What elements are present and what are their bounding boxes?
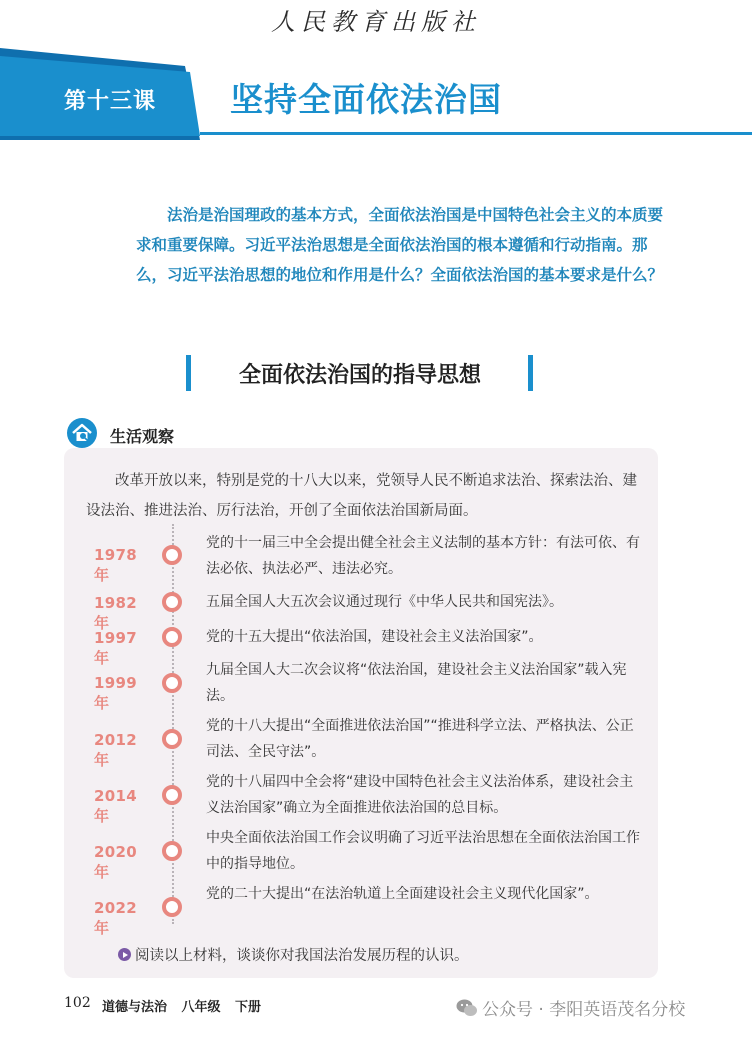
timeline-year: 1999 年 xyxy=(94,674,137,712)
observation-intro: 改革开放以来，特别是党的十八大以来，党领导人民不断追求法治、探索法治、建设法治、推进法治、厉行法治，开创了全面依法治国新局面。 xyxy=(86,473,637,519)
wechat-icon xyxy=(456,998,478,1018)
timeline-event: 党的十八届四中全会将“建设中国特色社会主义法治体系，建设社会主义法治国家”确立为全面推进依法治国的总目标。 xyxy=(206,774,634,816)
timeline-dot xyxy=(162,897,182,917)
timeline-year: 1982 年 xyxy=(94,594,137,632)
timeline-event: 五届全国人大五次会议通过现行《中华人民共和国宪法》。 xyxy=(206,594,563,610)
timeline-dot xyxy=(162,785,182,805)
timeline-year: 1997 年 xyxy=(94,629,137,667)
play-icon xyxy=(118,948,131,961)
book-title: 道德与法治 八年级 下册 xyxy=(102,1000,262,1015)
timeline-dot xyxy=(162,545,182,565)
watermark-text: 公众号 · 李阳英语茂名分校 xyxy=(482,1000,686,1020)
timeline-event: 中央全面依法治国工作会议明确了习近平法治思想在全面依法治国工作中的指导地位。 xyxy=(206,830,640,872)
observation-label: 生活观察 xyxy=(110,427,175,446)
section-bar-right xyxy=(528,355,533,391)
section-bar-left xyxy=(186,355,191,391)
timeline-year: 2014 年 xyxy=(94,787,137,825)
timeline-year: 2020 年 xyxy=(94,843,137,881)
lesson-number: 第十三课 xyxy=(64,89,157,114)
timeline-event: 党的十五大提出“依法治国，建设社会主义法治国家”。 xyxy=(206,629,543,645)
timeline-event: 党的十八大提出“全面推进依法治国”“推进科学立法、严格执法、公正司法、全民守法”。 xyxy=(206,718,634,760)
intro-paragraph: 法治是治国理政的基本方式，全面依法治国是中国特色社会主义的本质要求和重要保障。习近平法治思想是全面依法治国的根本遵循和行动指南。那么，习近平法治思想的地位和作用是什么？全面依法治国的基本要求是什么？ xyxy=(136,206,664,284)
timeline-year: 1978 年 xyxy=(94,546,137,584)
timeline-line xyxy=(172,524,174,924)
timeline-event: 党的二十大提出“在法治轨道上全面建设社会主义现代化国家”。 xyxy=(206,886,599,902)
timeline-dot xyxy=(162,729,182,749)
timeline-dot xyxy=(162,841,182,861)
lesson-title: 坚持全面依法治国 xyxy=(230,80,502,119)
timeline-year: 2012 年 xyxy=(94,731,137,769)
timeline-year: 2022 年 xyxy=(94,899,137,937)
section-title: 全面依法治国的指导思想 xyxy=(238,363,481,388)
timeline-dot xyxy=(162,627,182,647)
page-number: 102 xyxy=(64,995,91,1011)
reading-prompt xyxy=(118,944,469,965)
timeline-dot xyxy=(162,592,182,612)
publisher-logo: 人民教育出版社 xyxy=(271,8,481,36)
timeline-dot xyxy=(162,673,182,693)
banner-rule xyxy=(200,132,752,135)
timeline-event: 党的十一届三中全会提出健全社会主义法制的基本方针：有法可依、有法必依、执法必严、违法必究。 xyxy=(206,535,640,577)
timeline-event: 九届全国人大二次会议将“依法治国，建设社会主义法治国家”载入宪法。 xyxy=(206,662,627,704)
observation-house-icon xyxy=(66,417,98,449)
reading-prompt-text: 阅读以上材料，谈谈你对我国法治发展历程的认识。 xyxy=(135,948,469,964)
